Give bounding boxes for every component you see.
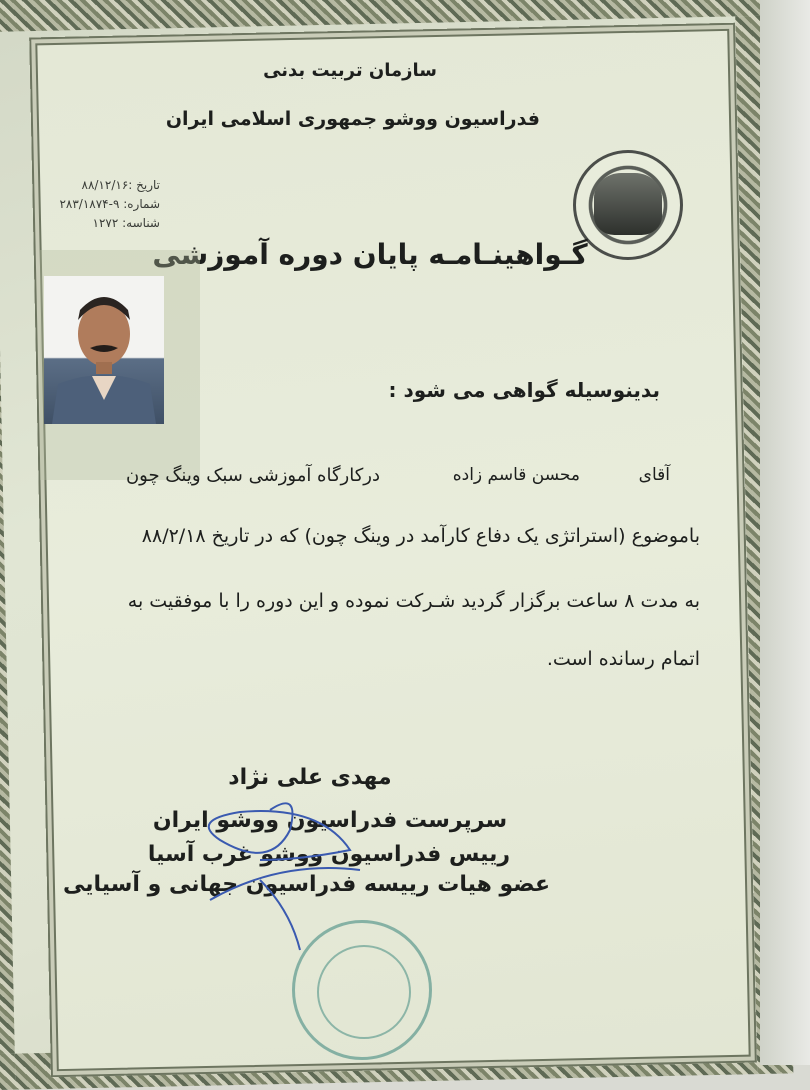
signer-name: مهدی علی نژاد	[228, 765, 392, 790]
stamp-inner-ring	[317, 945, 411, 1039]
signer-title-1: سرپرست فدراسیون ووشو ایران	[152, 808, 508, 833]
body-line-1: باموضوع (استراتژی یک دفاع کارآمد در وینگ چون) که در تاریخ ۸۸/۲/۱۸	[141, 525, 700, 547]
meta-id: شناسه: ۱۲۷۲	[92, 216, 160, 230]
meta-number: شماره: ۹-۲۸۳/۱۸۷۴	[59, 197, 160, 211]
body-line-2: به مدت ۸ ساعت برگزار گردید شـرکت نموده و این دوره را با موفقیت به	[127, 590, 700, 612]
organization-line-1: سازمان تربیت بدنی	[263, 60, 437, 81]
signer-title-2: رییس فدراسیون ووشو غرب آسیا	[147, 842, 510, 867]
meta-date: تاریخ :۸۸/۱۲/۱۶	[81, 178, 160, 192]
recipient-prefix: آقای	[638, 465, 670, 485]
logo-emblem	[594, 173, 662, 235]
signer-title-3: عضو هیات رییسه فدراسیون جهانی و آسیایی	[63, 872, 550, 897]
page-edge	[760, 0, 810, 1065]
official-stamp	[292, 920, 432, 1060]
recipient-name: محسن قاسم زاده	[452, 465, 580, 485]
portrait-illustration	[44, 276, 164, 424]
workshop-line: درکارگاه آموزشی سبک وینگ چون	[125, 465, 380, 486]
certification-intro: بدینوسیله گواهی می شود :	[388, 378, 660, 402]
body-line-3: اتمام رسانده است.	[546, 648, 700, 670]
recipient-photo	[44, 276, 164, 424]
organization-line-2: فدراسیون ووشو جمهوری اسلامی ایران	[165, 108, 540, 130]
certificate-title: گـواهینـامـه پایان دوره آموزشی	[152, 238, 588, 271]
